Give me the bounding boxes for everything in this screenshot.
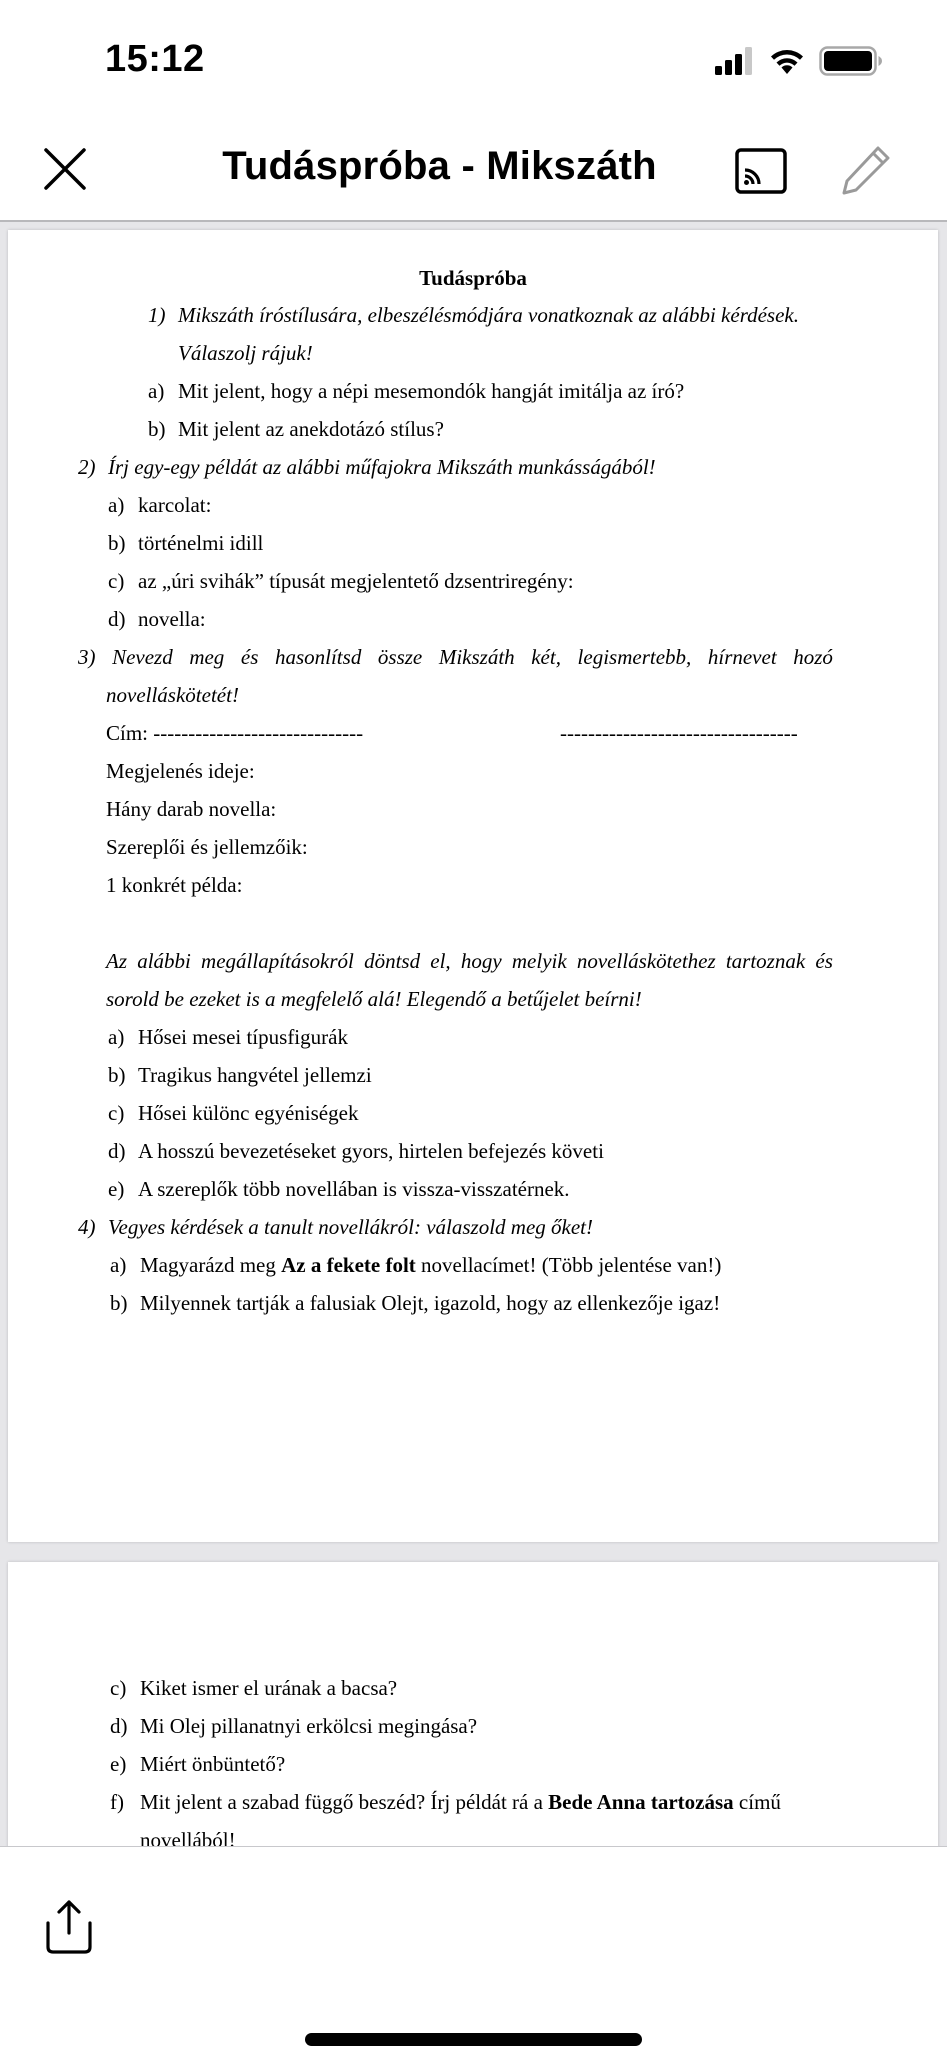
question-2-item <box>108 492 211 518</box>
question-number: 4) <box>78 1215 96 1239</box>
document-title: Tudáspróba - Mikszáth <box>222 144 657 188</box>
item-label: a) <box>110 1253 127 1277</box>
item-text: A szereplők több novellában is vissza-visszatérnek. <box>138 1177 570 1201</box>
item-title-bold: Az a fekete folt <box>281 1253 416 1277</box>
item-text: Hősei mesei típusfigurák <box>138 1025 348 1049</box>
question-3-item <box>108 1138 604 1164</box>
question-4-item <box>110 1713 477 1739</box>
question-3-cont: novelláskötetét! <box>106 683 239 707</box>
question-1-cont: Válaszolj rájuk! <box>178 341 313 365</box>
wifi-icon <box>769 47 805 75</box>
word: megállapításokról <box>201 949 354 973</box>
battery-icon <box>819 46 883 76</box>
instruction <box>106 948 833 974</box>
question-3-item <box>108 1100 358 1126</box>
question-3 <box>78 644 833 670</box>
item-text: című <box>733 1790 781 1814</box>
item-label: b) <box>108 1063 126 1087</box>
question-4-item <box>110 1252 721 1278</box>
question-4-item-cont: novellából! <box>140 1828 236 1846</box>
item-label: b) <box>108 531 126 555</box>
item-text: Kiket ismer el urának a bacsa? <box>140 1676 398 1700</box>
status-bar <box>0 0 947 120</box>
question-number: 1) <box>148 303 166 327</box>
word: el, <box>430 949 451 973</box>
word: hasonlítsd <box>274 645 362 669</box>
item-label: c) <box>108 569 125 593</box>
item-label: d) <box>108 1139 126 1163</box>
question-text: Vegyes kérdések a tanult novellákról: válaszold meg őket! <box>108 1215 593 1239</box>
field-label: Cím: <box>106 721 149 745</box>
word: Mikszáth <box>438 645 515 669</box>
question-text: Írj egy-egy példát az alábbi műfajokra Mikszáth munkásságából! <box>108 455 656 479</box>
question-4-item <box>110 1751 285 1777</box>
cellular-signal-icon <box>715 47 755 75</box>
item-label: b) <box>110 1291 128 1315</box>
item-text: A hosszú bevezetéseket gyors, hirtelen befejezés követi <box>138 1139 604 1163</box>
question-3-item <box>108 1024 348 1050</box>
item-label: b) <box>148 417 166 441</box>
pencil-icon[interactable] <box>838 142 894 198</box>
field-label: 1 konkrét példa: <box>106 873 243 897</box>
word: és <box>240 645 259 669</box>
cast-icon[interactable] <box>735 148 787 194</box>
item-text: Mi Olej pillanatnyi erkölcsi megingása? <box>140 1714 478 1738</box>
item-text: történelmi idill <box>138 531 264 555</box>
question-number: 2) <box>78 455 96 479</box>
field-label: Szereplői és jellemzőik: <box>106 835 308 859</box>
doc-heading: Tudáspróba <box>419 266 527 290</box>
cim-field <box>106 720 363 746</box>
word: hozó <box>793 645 833 669</box>
home-indicator <box>305 2033 642 2046</box>
word: Nevezd <box>112 645 173 669</box>
status-time: 15:12 <box>105 38 205 80</box>
item-label: d) <box>108 607 126 631</box>
word: össze <box>377 645 423 669</box>
question-1-item <box>148 378 684 404</box>
question-4-item <box>110 1789 781 1815</box>
item-text: novella: <box>138 607 206 631</box>
bottom-toolbar <box>0 1846 947 2049</box>
cim-field-2: ---------------------------------- <box>560 721 798 745</box>
word: meg <box>189 645 225 669</box>
item-text: Mit jelent az anekdotázó stílus? <box>178 417 444 441</box>
item-label: e) <box>108 1177 125 1201</box>
item-label: a) <box>148 379 165 403</box>
item-text: Hősei különc egyéniségek <box>138 1101 359 1125</box>
document-page-2 <box>8 1562 938 1846</box>
question-2-item <box>108 530 263 556</box>
word: melyik <box>511 949 567 973</box>
item-text: Mit jelent a szabad függő beszéd? Írj példát rá a <box>140 1790 549 1814</box>
document-page-1 <box>8 230 938 1542</box>
item-label: c) <box>108 1101 125 1125</box>
item-label: c) <box>110 1676 127 1700</box>
item-text: Magyarázd meg <box>140 1253 282 1277</box>
item-text: novellacímet! (Több jelentése van!) <box>415 1253 722 1277</box>
word: novelláskötethez <box>576 949 716 973</box>
item-text: Tragikus hangvétel jellemzi <box>138 1063 372 1087</box>
document-viewer[interactable] <box>0 222 947 1846</box>
question-2 <box>78 454 656 480</box>
word: hogy <box>460 949 502 973</box>
word: alábbi <box>137 949 191 973</box>
question-1 <box>148 302 799 328</box>
question-3-item <box>108 1062 372 1088</box>
item-title-bold: Bede Anna tartozása <box>548 1790 734 1814</box>
question-2-item <box>108 606 206 632</box>
item-label: d) <box>110 1714 128 1738</box>
word: és <box>815 949 833 973</box>
nav-bar <box>0 120 947 222</box>
word: döntsd <box>364 949 421 973</box>
item-text: az „úri svihák” típusát megjelentető dzsentriregény: <box>138 569 574 593</box>
word: tartoznak <box>725 949 806 973</box>
item-label: a) <box>108 493 125 517</box>
question-3-item <box>108 1176 570 1202</box>
word: hírnevet <box>707 645 777 669</box>
item-label: e) <box>110 1752 127 1776</box>
question-2-item <box>108 568 574 594</box>
item-text: Milyennek tartják a falusiak Olejt, igazold, hogy az ellenkezője igaz! <box>140 1291 721 1315</box>
question-number: 3) <box>78 645 96 669</box>
word: Az <box>106 949 127 973</box>
field-label: Megjelenés ideje: <box>106 759 255 783</box>
question-4-item <box>110 1290 720 1316</box>
instruction-cont: sorold be ezeket is a megfelelő alá! Elegendő a betűjelet beírni! <box>106 987 642 1011</box>
question-4 <box>78 1214 593 1240</box>
share-icon[interactable] <box>44 1899 94 1955</box>
question-1-item <box>148 416 444 442</box>
item-text: Miért önbüntető? <box>140 1752 286 1776</box>
item-text: karcolat: <box>138 493 212 517</box>
field-label: Hány darab novella: <box>106 797 277 821</box>
item-label: f) <box>110 1790 124 1814</box>
blank-line: ------------------------------ <box>153 721 364 745</box>
word: két, <box>531 645 561 669</box>
status-icons <box>715 46 883 76</box>
word: legismertebb, <box>577 645 692 669</box>
item-label: a) <box>108 1025 125 1049</box>
question-text: Mikszáth íróstílusára, elbeszélésmódjára vonatkoznak az alábbi kérdések. <box>178 303 799 327</box>
item-text: Mit jelent, hogy a népi mesemondók hangját imitálja az író? <box>178 379 685 403</box>
question-4-item <box>110 1675 397 1701</box>
